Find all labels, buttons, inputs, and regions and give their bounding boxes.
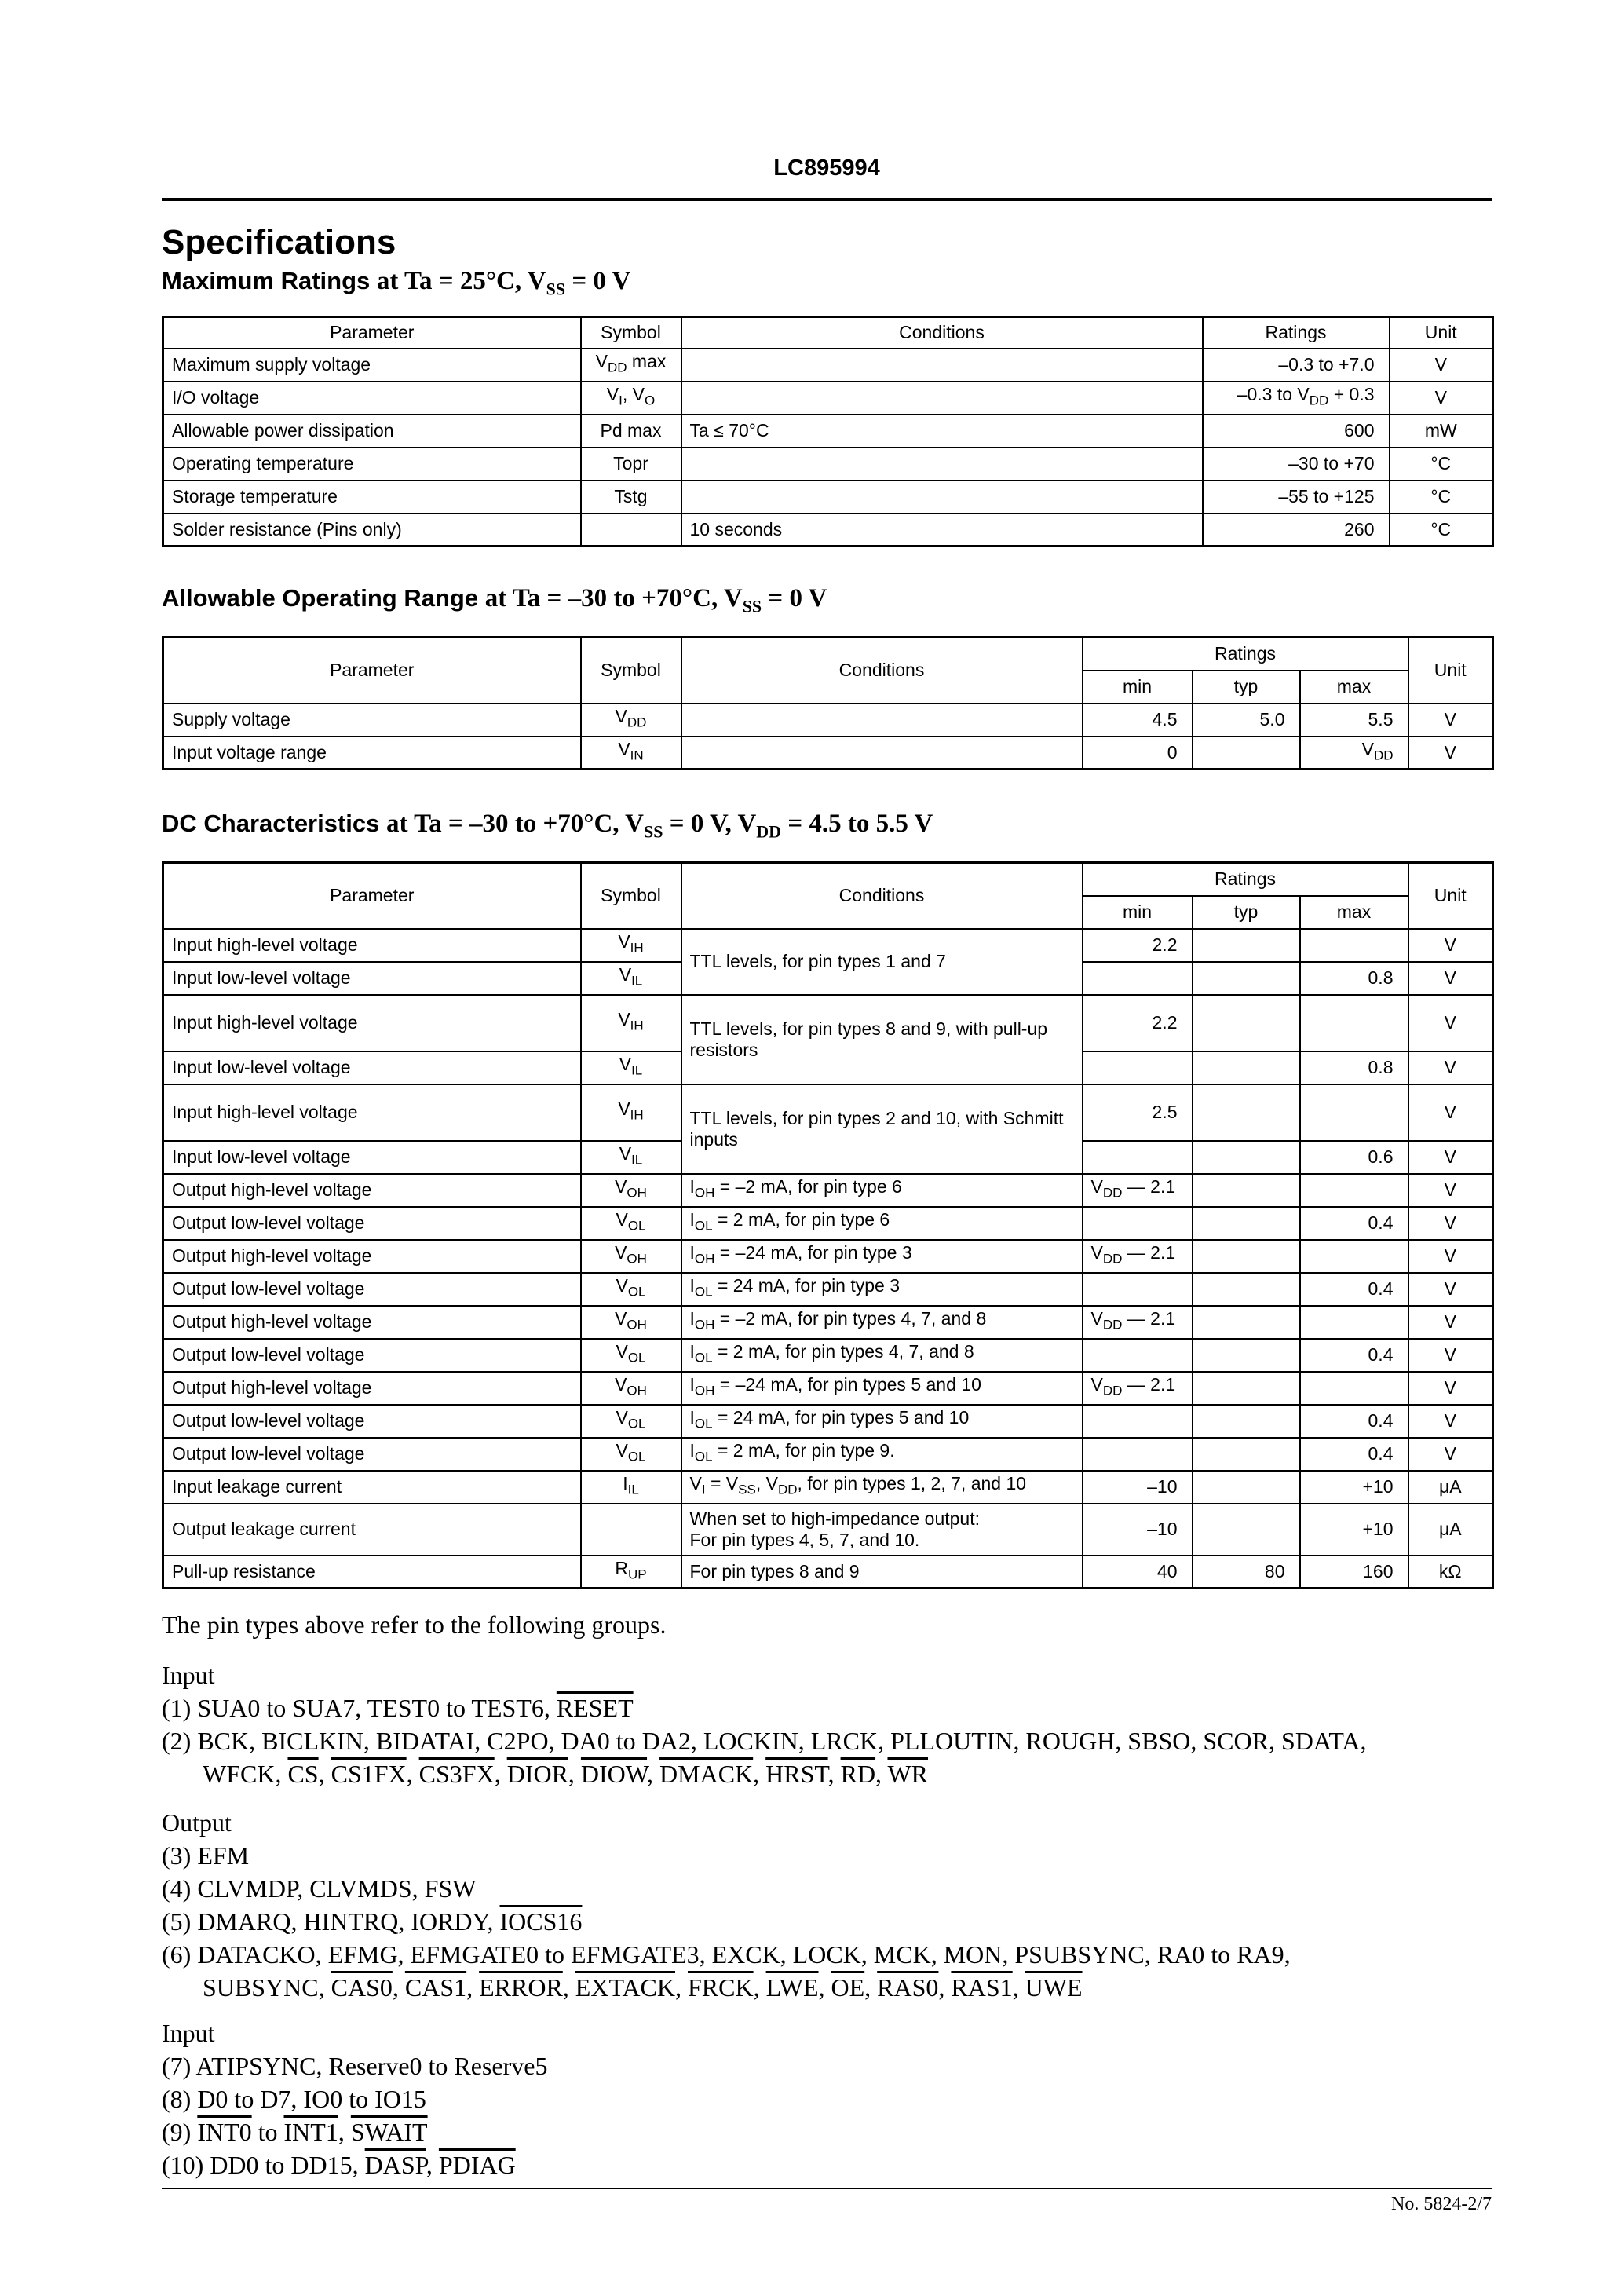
table-header-row bbox=[163, 317, 1493, 349]
table-row: Allowable power dissipation Pd max Ta ≤ 70°C 600 mW bbox=[163, 415, 1493, 448]
table-row: Input leakage current $I_{IL}$ $V_I = V_{SS}$, $V_{DD}$, for pin types 1, 2, 7, and 10 –10 +10 μA bbox=[163, 1471, 1493, 1504]
pin-groups-intro: The pin types above refer to the following groups. bbox=[162, 1610, 667, 1639]
document-id: LC895994 bbox=[773, 155, 880, 181]
header-ratings: Ratings bbox=[1203, 317, 1390, 349]
table-row: Output high-level voltage $V_{OH}$ $I_{OH} = -2$ mA, for pin types 4, 7, and 8 $V_{DD}$ — 2.1 V bbox=[163, 1306, 1493, 1339]
table-row: Supply voltage $V_{DD}$ 4.5 5.0 5.5 V bbox=[163, 704, 1493, 737]
table-row: Input voltage range $V_{IN}$ 0 $V_{DD}$ V bbox=[163, 737, 1493, 770]
page-number: No. 5824-2/7 bbox=[1391, 2194, 1492, 2214]
table-row: Output low-level voltage $V_{OL}$ $I_{OL} = 2$ mA, for pin type 9. 0.4 V bbox=[163, 1438, 1493, 1471]
table-row: Pull-up resistance $R_{UP}$ For pin types 8 and 9 40 80 160 kΩ bbox=[163, 1556, 1493, 1589]
table-row: Input low-level voltage $V_{IL}$ 0.8 V bbox=[163, 962, 1493, 995]
table-row: I/O voltage $V_I$, $V_O$ –0.3 to $V_{DD} + 0.3$ V bbox=[163, 382, 1493, 415]
pin-groups-io-block: Input (7) ATIPSYNC, Reserve0 to Reserve5 (8) D0 to D7, IO0 to IO15 (9) INT0 to INT1, SWAIT (10) DD0 to DD15, DASP, PDIAG bbox=[162, 2019, 548, 2179]
table-header-row: Parameter Symbol Conditions Ratings Unit bbox=[163, 863, 1493, 896]
table-subheader-row: min typ max bbox=[163, 671, 1493, 704]
header-rule bbox=[162, 198, 1492, 201]
header-parameter: Parameter bbox=[163, 317, 581, 349]
table-row: Output low-level voltage $V_{OL}$ $I_{OL} = 24$ mA, for pin types 5 and 10 0.4 V bbox=[163, 1405, 1493, 1438]
table-row: Output leakage current When set to high-impedance output: For pin types 4, 5, 7, and 10. –10 +10 μA bbox=[163, 1504, 1493, 1556]
table-row: Output low-level voltage $V_{OL}$ $I_{OL} = 2$ mA, for pin type 6 0.4 V bbox=[163, 1207, 1493, 1240]
header-conditions: Conditions bbox=[681, 317, 1203, 349]
table-header-row: Parameter Symbol Conditions Ratings Unit bbox=[163, 638, 1493, 671]
table-row: Output high-level voltage $V_{OH}$ $I_{OH} = -24$ mA, for pin type 3 $V_{DD}$ — 2.1 V bbox=[163, 1240, 1493, 1273]
max-ratings-table bbox=[162, 316, 1494, 547]
table-row: Output high-level voltage $V_{OH}$ $I_{OH} = -24$ mA, for pin types 5 and 10 $V_{DD}$ — 2.1 V bbox=[163, 1372, 1493, 1405]
table-row: Output low-level voltage $V_{OL}$ $I_{OL} = 2$ mA, for pin types 4, 7, and 8 0.4 V bbox=[163, 1339, 1493, 1372]
pin-groups-output-block: Output (3) EFM (4) CLVMDP, CLVMDS, FSW (5) DMARQ, HINTRQ, IORDY, IOCS16 (6) DATACKO, EFMG, EFMGATE0 to EFMGATE3, EXCK, LOCK, MCK, MON, PSUBSYNC, RA0 to RA9, SUBSYNC, CAS0, CAS1, ERROR, EXTACK, FRCK, $\overline{LWE}$, $\overline{OE}$, RAS0, RAS1, $\overline{UWE}$ bbox=[162, 1808, 1291, 2002]
table-row: Operating temperature Topr –30 to +70 °C bbox=[163, 448, 1493, 481]
table-row: Storage temperature Tstg –55 to +125 °C bbox=[163, 481, 1493, 514]
header-symbol: Symbol bbox=[581, 317, 681, 349]
header-unit: Unit bbox=[1390, 317, 1493, 349]
table-row: Input high-level voltage $V_{IH}$ TTL levels, for pin types 1 and 7 2.2 V bbox=[163, 929, 1493, 962]
table-subheader-row: min typ max bbox=[163, 896, 1493, 929]
table-row: Input high-level voltage $V_{IH}$ TTL levels, for pin types 8 and 9, with pull-up resistors 2.2 V bbox=[163, 995, 1493, 1051]
dc-characteristics-table bbox=[162, 861, 1494, 1589]
max-ratings-title: Maximum Ratings at Ta = 25°C, $V_{SS} = 0$ V bbox=[162, 267, 631, 299]
table-row: Output low-level voltage $V_{OL}$ $I_{OL} = 24$ mA, for pin type 3 0.4 V bbox=[163, 1273, 1493, 1306]
table-row: Output high-level voltage $V_{OH}$ $I_{OH} = -2$ mA, for pin type 6 $V_{DD}$ — 2.1 V bbox=[163, 1174, 1493, 1207]
table-row: Input low-level voltage $V_{IL}$ 0.8 V bbox=[163, 1051, 1493, 1084]
table-row: Solder resistance (Pins only) 10 seconds 260 °C bbox=[163, 514, 1493, 547]
table-row: Maximum supply voltage $V_{DD}$ max –0.3 to +7.0 V bbox=[163, 349, 1493, 382]
pin-groups-input-block: Input (1) SUA0 to SUA7, TEST0 to TEST6, RESET (2) BCK, BICLKIN, BIDATAI, C2PO, DA0 to DA2, LOCKIN, LRCK, PLLOUTIN, ROUGH, SBSO, SCOR, SDATA, WFCK, $\overline{CS}$, CS1FX, CS3FX, DIOR, DIOW, DMACK, HRST, $\overline{RD}$, $\overline{WR}$ bbox=[162, 1661, 1367, 1788]
operating-range-title: Allowable Operating Range at Ta = –30 to +70°C, $V_{SS} = 0$ V bbox=[162, 584, 827, 616]
footer-rule bbox=[162, 2188, 1492, 2189]
table-row: Input low-level voltage $V_{IL}$ 0.6 V bbox=[163, 1141, 1493, 1174]
dc-characteristics-title: DC Characteristics at Ta = –30 to +70°C, $V_{SS} = 0$ V, $V_{DD} = 4.5$ to 5.5 V bbox=[162, 810, 933, 842]
specifications-title: Specifications bbox=[162, 223, 396, 261]
table-row: Input high-level voltage $V_{IH}$ TTL levels, for pin types 2 and 10, with Schmitt inputs 2.5 V bbox=[163, 1084, 1493, 1141]
operating-range-table bbox=[162, 636, 1494, 770]
